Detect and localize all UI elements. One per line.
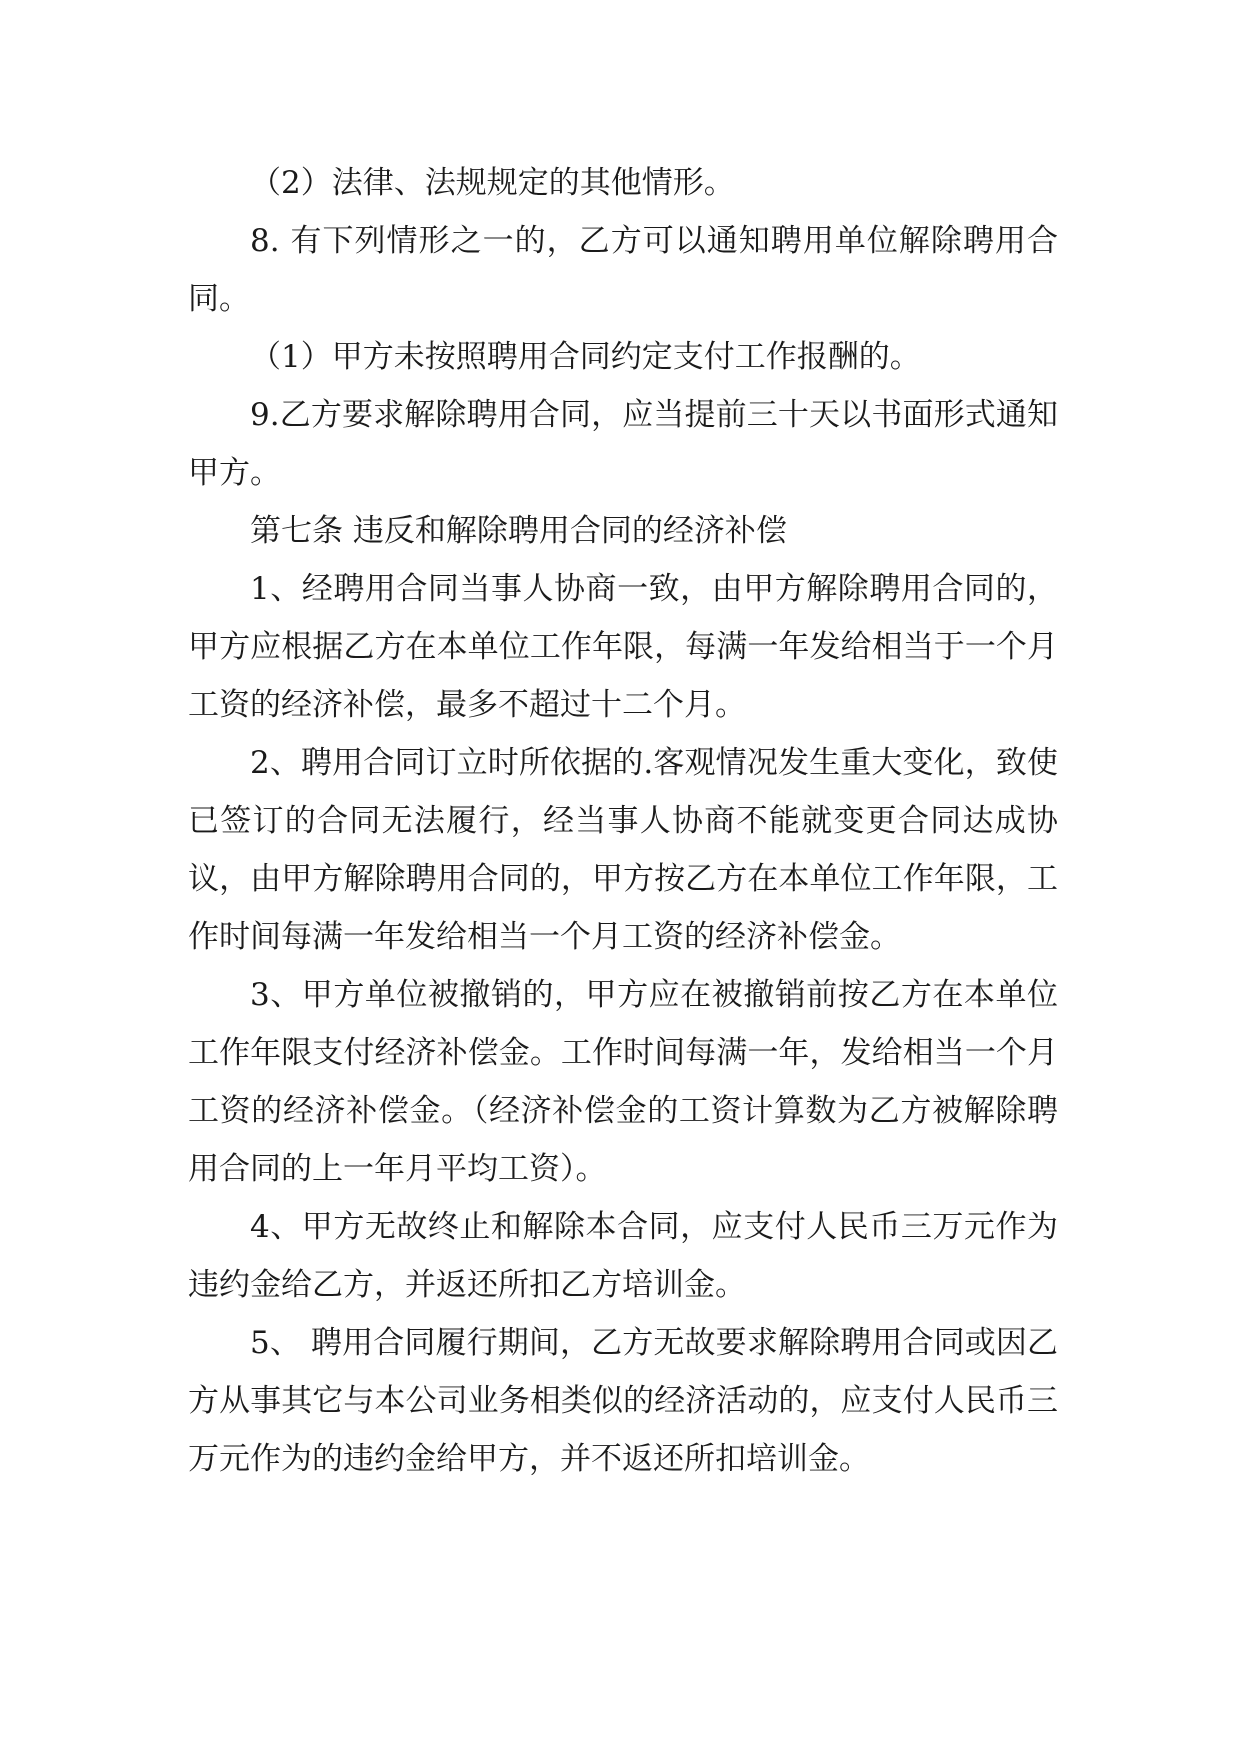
article-7-heading: 第七条 违反和解除聘用合同的经济补偿 (250, 513, 787, 549)
paragraph-clause-8-item-1: （1）甲方未按照聘用合同约定支付工作报酬的。 (250, 339, 921, 375)
paragraph-clause-8: 8. 有下列情形之一的，乙方可以通知聘用单位解除聘用合同。 (188, 223, 1058, 317)
paragraph-article-7-item-3: 3、甲方单位被撤销的，甲方应在被撤销前按乙方在本单位工作年限支付经济补偿金。工作时间每满一年，发给相当一个月工资的经济补偿金。（经济补偿金的工资计算数为乙方被解除聘用合同的上一年月平均工资）。 (188, 977, 1058, 1187)
paragraph-clause-9: 9.乙方要求解除聘用合同，应当提前三十天以书面形式通知甲方。 (188, 397, 1058, 491)
contract-body (188, 154, 1058, 1488)
paragraph-article-7-item-2: 2、聘用合同订立时所依据的.客观情况发生重大变化，致使已签订的合同无法履行，经当事人协商不能就变更合同达成协议，由甲方解除聘用合同的，甲方按乙方在本单位工作年限，工作时间每满一年发给相当一个月工资的经济补偿金。 (188, 745, 1058, 955)
paragraph-article-7-item-1: 1、经聘用合同当事人协商一致，由甲方解除聘用合同的，甲方应根据乙方在本单位工作年限，每满一年发给相当于一个月工资的经济补偿，最多不超过十二个月。 (188, 571, 1058, 723)
paragraph-article-7-item-4: 4、甲方无故终止和解除本合同，应支付人民币三万元作为违约金给乙方，并返还所扣乙方培训金。 (188, 1209, 1058, 1303)
paragraph-article-7-item-5: 5、 聘用合同履行期间，乙方无故要求解除聘用合同或因乙方从事其它与本公司业务相类似的经济活动的，应支付人民币三万元作为的违约金给甲方，并不返还所扣培训金。 (188, 1325, 1058, 1477)
paragraph-other-circumstances: （2）法律、法规规定的其他情形。 (250, 165, 735, 201)
